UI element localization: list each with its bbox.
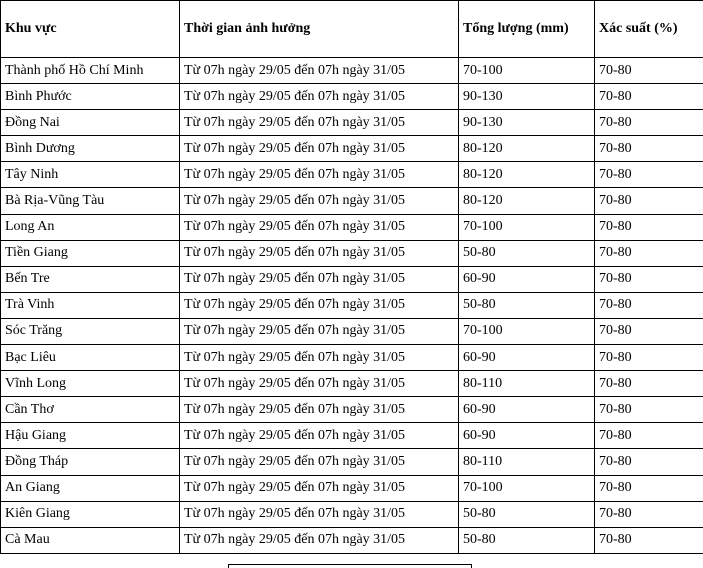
- cell-xac-suat: 70-80: [595, 423, 703, 449]
- cell-khu-vuc: Bến Tre: [1, 266, 180, 292]
- table-row: [1, 501, 703, 527]
- table-row: [1, 188, 703, 214]
- cell-thoi-gian: Từ 07h ngày 29/05 đến 07h ngày 31/05: [180, 84, 459, 110]
- cell-xac-suat: 70-80: [595, 449, 703, 475]
- cell-tong-luong: 90-130: [459, 84, 595, 110]
- cell-khu-vuc: Đồng Tháp: [1, 449, 180, 475]
- table-row: [1, 292, 703, 318]
- cell-xac-suat: 70-80: [595, 214, 703, 240]
- table-row: [1, 136, 703, 162]
- cell-thoi-gian: Từ 07h ngày 29/05 đến 07h ngày 31/05: [180, 58, 459, 84]
- cell-khu-vuc: Thành phố Hồ Chí Minh: [1, 58, 180, 84]
- cell-khu-vuc: Cần Thơ: [1, 397, 180, 423]
- cell-tong-luong: 80-110: [459, 371, 595, 397]
- cell-tong-luong: 80-120: [459, 188, 595, 214]
- cell-khu-vuc: Bà Rịa-Vũng Tàu: [1, 188, 180, 214]
- cell-tong-luong: 80-110: [459, 449, 595, 475]
- cell-thoi-gian: Từ 07h ngày 29/05 đến 07h ngày 31/05: [180, 136, 459, 162]
- cell-tong-luong: 50-80: [459, 292, 595, 318]
- cell-xac-suat: 70-80: [595, 162, 703, 188]
- cell-xac-suat: 70-80: [595, 188, 703, 214]
- cell-xac-suat: 70-80: [595, 58, 703, 84]
- header-khu-vuc: Khu vực: [1, 1, 180, 58]
- cell-thoi-gian: Từ 07h ngày 29/05 đến 07h ngày 31/05: [180, 110, 459, 136]
- cell-tong-luong: 70-100: [459, 214, 595, 240]
- cell-thoi-gian: Từ 07h ngày 29/05 đến 07h ngày 31/05: [180, 501, 459, 527]
- table-row: [1, 475, 703, 501]
- cell-thoi-gian: Từ 07h ngày 29/05 đến 07h ngày 31/05: [180, 345, 459, 371]
- cell-tong-luong: 70-100: [459, 318, 595, 344]
- table-row: [1, 58, 703, 84]
- table-row: [1, 266, 703, 292]
- cell-thoi-gian: Từ 07h ngày 29/05 đến 07h ngày 31/05: [180, 292, 459, 318]
- table-row: [1, 240, 703, 266]
- cell-xac-suat: 70-80: [595, 475, 703, 501]
- cell-thoi-gian: Từ 07h ngày 29/05 đến 07h ngày 31/05: [180, 318, 459, 344]
- cell-khu-vuc: Hậu Giang: [1, 423, 180, 449]
- cell-tong-luong: 60-90: [459, 266, 595, 292]
- cell-xac-suat: 70-80: [595, 527, 703, 553]
- table-row: [1, 371, 703, 397]
- cell-thoi-gian: Từ 07h ngày 29/05 đến 07h ngày 31/05: [180, 527, 459, 553]
- table-row: [1, 423, 703, 449]
- cell-xac-suat: 70-80: [595, 240, 703, 266]
- header-thoi-gian: Thời gian ảnh hưởng: [180, 1, 459, 58]
- cell-tong-luong: 80-120: [459, 162, 595, 188]
- table-row: [1, 84, 703, 110]
- table-row: [1, 318, 703, 344]
- cell-thoi-gian: Từ 07h ngày 29/05 đến 07h ngày 31/05: [180, 266, 459, 292]
- cell-thoi-gian: Từ 07h ngày 29/05 đến 07h ngày 31/05: [180, 475, 459, 501]
- cell-xac-suat: 70-80: [595, 345, 703, 371]
- header-xac-suat: Xác suất (%): [595, 1, 703, 58]
- table-header-row: [1, 1, 703, 58]
- cell-khu-vuc: Đồng Nai: [1, 110, 180, 136]
- table-row: [1, 162, 703, 188]
- cell-xac-suat: 70-80: [595, 110, 703, 136]
- cell-xac-suat: 70-80: [595, 397, 703, 423]
- cell-thoi-gian: Từ 07h ngày 29/05 đến 07h ngày 31/05: [180, 162, 459, 188]
- cell-thoi-gian: Từ 07h ngày 29/05 đến 07h ngày 31/05: [180, 371, 459, 397]
- cell-khu-vuc: An Giang: [1, 475, 180, 501]
- cell-tong-luong: 50-80: [459, 240, 595, 266]
- cell-thoi-gian: Từ 07h ngày 29/05 đến 07h ngày 31/05: [180, 449, 459, 475]
- cell-tong-luong: 70-100: [459, 475, 595, 501]
- cell-thoi-gian: Từ 07h ngày 29/05 đến 07h ngày 31/05: [180, 214, 459, 240]
- cell-tong-luong: 60-90: [459, 397, 595, 423]
- header-tong-luong: Tổng lượng (mm): [459, 1, 595, 58]
- table-row: [1, 214, 703, 240]
- table-row: [1, 110, 703, 136]
- cell-khu-vuc: Long An: [1, 214, 180, 240]
- table-row: [1, 449, 703, 475]
- cell-thoi-gian: Từ 07h ngày 29/05 đến 07h ngày 31/05: [180, 397, 459, 423]
- cell-xac-suat: 70-80: [595, 266, 703, 292]
- cell-xac-suat: 70-80: [595, 292, 703, 318]
- table-row: [1, 527, 703, 553]
- cell-tong-luong: 80-120: [459, 136, 595, 162]
- cell-tong-luong: 60-90: [459, 345, 595, 371]
- table-row: [1, 397, 703, 423]
- cell-xac-suat: 70-80: [595, 136, 703, 162]
- cell-xac-suat: 70-80: [595, 318, 703, 344]
- cell-tong-luong: 90-130: [459, 110, 595, 136]
- cell-tong-luong: 50-80: [459, 527, 595, 553]
- cell-thoi-gian: Từ 07h ngày 29/05 đến 07h ngày 31/05: [180, 423, 459, 449]
- cell-khu-vuc: Tiền Giang: [1, 240, 180, 266]
- cell-tong-luong: 50-80: [459, 501, 595, 527]
- cell-khu-vuc: Bình Dương: [1, 136, 180, 162]
- cell-tong-luong: 60-90: [459, 423, 595, 449]
- cell-khu-vuc: Vĩnh Long: [1, 371, 180, 397]
- cell-khu-vuc: Kiên Giang: [1, 501, 180, 527]
- page-footer-edge: [228, 564, 472, 568]
- cell-khu-vuc: Trà Vinh: [1, 292, 180, 318]
- cell-thoi-gian: Từ 07h ngày 29/05 đến 07h ngày 31/05: [180, 188, 459, 214]
- cell-xac-suat: 70-80: [595, 84, 703, 110]
- cell-tong-luong: 70-100: [459, 58, 595, 84]
- table-body: [1, 58, 703, 554]
- cell-xac-suat: 70-80: [595, 371, 703, 397]
- cell-thoi-gian: Từ 07h ngày 29/05 đến 07h ngày 31/05: [180, 240, 459, 266]
- cell-xac-suat: 70-80: [595, 501, 703, 527]
- table-row: [1, 345, 703, 371]
- cell-khu-vuc: Cà Mau: [1, 527, 180, 553]
- cell-khu-vuc: Bình Phước: [1, 84, 180, 110]
- cell-khu-vuc: Tây Ninh: [1, 162, 180, 188]
- cell-khu-vuc: Bạc Liêu: [1, 345, 180, 371]
- cell-khu-vuc: Sóc Trăng: [1, 318, 180, 344]
